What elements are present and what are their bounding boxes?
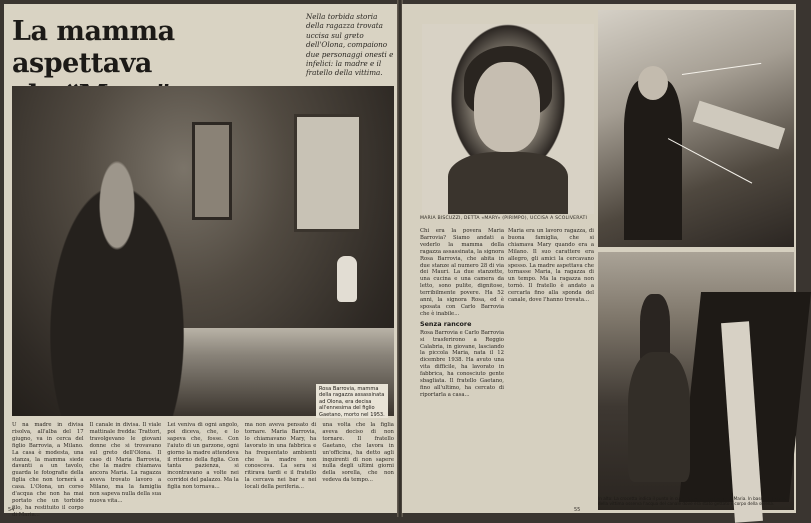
portrait-coat [448, 152, 568, 214]
photo-mother-at-table [12, 86, 394, 416]
right-column-1 [420, 228, 504, 510]
page-number-right: 55 [574, 507, 581, 513]
right-column-1-text-2: Rosa Barrovia e Carlo Barrovia si trasferirono a Reggio Calabria, in giovane, lasciando la piccola Maria, nata il 12 dicembre 1938. Ha avuto una vita difficile, ha lavorato in fabbrica, ha conosciuto gente sbagliata. Il fratello Gaetano, fino all'ultimo, ha cercato di riportarla a casa... [420, 329, 504, 398]
mother-figure [32, 146, 202, 416]
photo-caption: Rosa Barrovia, mamma della ragazza assassinata ad Olona, era decisa all'ennesima del figlio Gaetano, morto nel 1953. [316, 384, 388, 418]
bridge-wall [693, 101, 785, 150]
portrait-face [474, 62, 540, 152]
right-column-2: Maria era un lavoro ragazza, di buona famiglia, che si chiamava Mary quando era a Milano. Il suo carattere era allegro, gli amici la cercavano spesso. La madre aspettava che tornasse Maria, la ragazza di un tempo. Ma la ragazza non tornò. Il fratello è andato a cercarla fino alla sponda del canale, dove l'hanno trovata... [508, 228, 594, 304]
canal-caption: In alto: La crocetta indica il punto in cui fu trovato il cadavere di Maria. In basso: Il fratello della vittima osserva l'acqua del canale dove era stato gettato il corpo della sorella. [598, 496, 787, 507]
portrait-photo [422, 24, 594, 214]
deck: Nella torbida storia della ragazza trovata uccisa sul greto dell'Olona, compaiono due personaggi onesti e infelici: la madre e il fratello della vittima. [306, 12, 394, 78]
vase [337, 256, 357, 302]
page-number-left: 54 [8, 507, 15, 513]
subheading: Senza rancore [420, 319, 472, 328]
left-page [4, 4, 398, 518]
photo-frame-large [294, 114, 362, 232]
right-column-1-text: Chi era la povera Maria Barrovia? Siamo andati a vederlo la mamma della ragazza assassinata, la signora Rosa Barrovia, che abita in due stanze al numero 28 di via dei Mauri. La due stanzette, una cucina e una camera da letto, sono pulite, dignitose, terribilmente povere. Ha 52 anni, la signora Rosa, ed è sposata con Carlo Barrovia che è inabile... [420, 228, 504, 317]
man-figure [624, 80, 682, 240]
article-body-left [12, 422, 394, 518]
body-column-4: ma non aveva pensato di tornare. Maria Barrovia, lo chiamavano Mary, ha lavorato in una fabbrica e ha frequentato ambienti che la madre non conosceva. La sera si ritirava tardi e il fratello la cercava nei bar e nei locali della periferia... [244, 422, 317, 491]
arrow-marker-top [682, 63, 761, 76]
photo-man-at-bridge [598, 10, 794, 247]
body-column-5: una volta che la figlia aveva deciso di non tornare. Il fratello Gaetano, che lavora in un'officina, ha detto agli inquirenti di non sapere nulla degli ultimi giorni della sorella, che non vedeva da tempo... [322, 422, 394, 484]
man-head [638, 66, 668, 100]
headline: La mamma aspettava [12, 16, 175, 79]
photo-canal [598, 252, 794, 510]
body-column-3: Lei veniva di ogni angolo, poi diceva, che, e lo sapeva che, fosse. Con l'aiuto di un garzone, ogni giorno la madre attendeva il ritorno della figlia. Con tanta pazienza, si incontravano a volte nei corridoi del palazzo. Ma la figlia non tornava... [167, 422, 239, 491]
right-page [402, 4, 796, 513]
portrait-caption: MARIA BISCUZZI, DETTA «MARY» (PIRIMPO), UCCISA A SCOLIVERATI [420, 216, 588, 221]
body-column-2: Il canale in divisa. Il viale mattinale fredda: Trattori, travolgevano le giovani donne che si trovavano sul greto dell'Olona. Il caso di Maria Barrovia, che la madre chiamava ancora Maria. La ragazza aveva trovato lavoro a Milano, ma la famiglia non sapeva nulla della sua nuova vita... [89, 422, 162, 504]
boy-figure-front [628, 352, 690, 482]
body-column-1: U na madre in divisa risolva, all'alba del 17 giugno, va in cerca del figlio Barrovia, a Milano. La casa è modesta, una stanza, la mamma siede davanti a un tavolo, guarda le fotografie della figlia che non tornerà a casa. L'Olona, un corso d'acqua che non ha mai portato che un torbido filo, ha restituito il corpo di Maria... [12, 422, 84, 518]
